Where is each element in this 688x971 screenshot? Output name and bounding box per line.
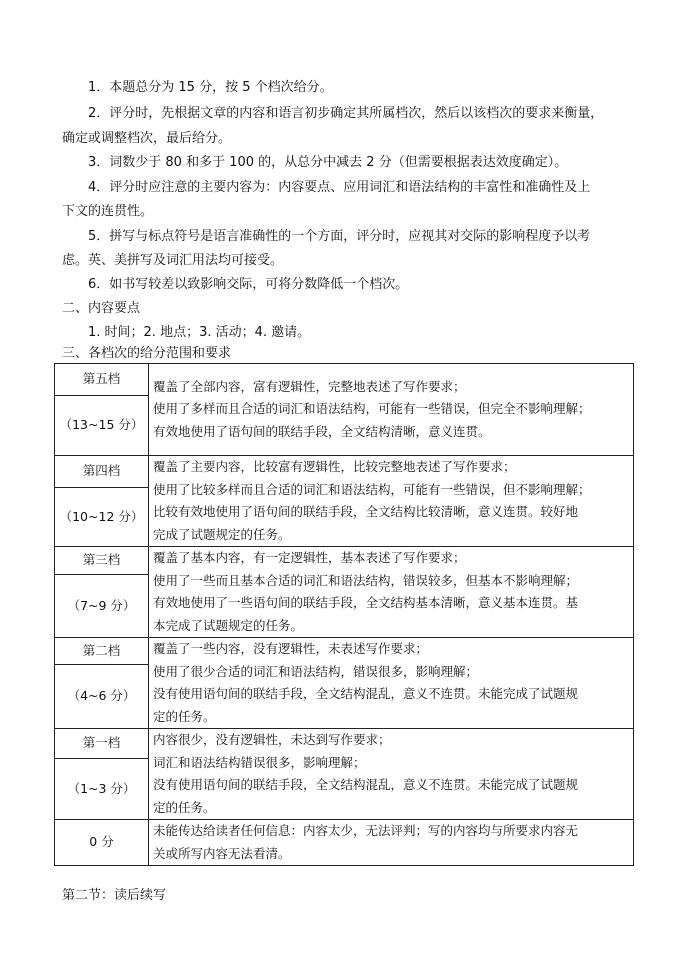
rule-5: 5．拼写与标点符号是语言准确性的一个方面，评分时，应视其对交际的影响程度予以考 <box>88 229 591 244</box>
grade-3-range: （7~9 分） <box>55 575 149 638</box>
grade-3-line-3: 有效地使用了一些语句间的联结手段，全文结构基本清晰，意义基本连贯。基 <box>153 595 579 610</box>
grade-1-line-3: 没有使用语句间的联结手段，全文结构混乱，意义不连贯。未能完成了试题规 <box>153 777 579 792</box>
grade-4-description <box>149 456 634 547</box>
grade-4-line-1: 覆盖了主要内容，比较富有逻辑性，比较完整地表述了写作要求； <box>153 459 516 474</box>
grade-5-name-row <box>55 364 634 396</box>
grade-5-line-2: 使用了多样而且合适的词汇和语法结构，可能有一些错误，但完全不影响理解； <box>153 401 591 417</box>
grade-4-line-2: 使用了比较多样而且合适的词汇和语法结构，可能有一些错误，但不影响理解； <box>153 481 591 497</box>
rule-4-cont: 下文的连贯性。 <box>62 204 154 219</box>
grade-2-line-1: 覆盖了一些内容，没有逻辑性，未表述写作要求； <box>153 641 429 656</box>
grade-2-name: 第二档 <box>55 638 149 665</box>
grade-2-range: （4~6 分） <box>55 664 149 728</box>
rule-3: 3．词数少于 80 和多于 100 的，从总分中减去 2 分（但需要根据表达效度确定）。 <box>88 155 568 170</box>
grade-3-name: 第三档 <box>55 547 149 575</box>
grade-2-name-row <box>55 638 634 665</box>
grade-1-line-2: 词汇和语法结构错误很多，影响理解； <box>153 754 366 770</box>
grading-table <box>54 363 634 866</box>
grade-4-name-row <box>55 456 634 488</box>
grade-5-name: 第五档 <box>55 364 149 396</box>
grade-1-description <box>149 729 634 820</box>
content-points: 1. 时间；2. 地点；3. 活动；4. 邀请。 <box>88 325 311 340</box>
rule-1: 1．本题总分为 15 分，按 5 个档次给分。 <box>88 80 333 95</box>
grade-1-line-4: 定的任务。 <box>153 799 216 815</box>
grade-4-line-4: 完成了试题规定的任务。 <box>153 526 291 542</box>
grade-2-description <box>149 638 634 729</box>
grade-0-name: 0 分 <box>55 820 149 866</box>
section-3-heading: 三、各档次的给分范围和要求 <box>62 346 232 361</box>
grade-0-line-2: 关或所写内容无法看清。 <box>153 845 291 861</box>
grade-3-name-row <box>55 547 634 575</box>
section-2-heading: 二、内容要点 <box>62 301 141 316</box>
grade-4-range: （10~12 分） <box>55 487 149 546</box>
grade-3-line-1: 覆盖了基本内容，有一定逻辑性，基本表述了写作要求； <box>153 550 466 565</box>
grade-5-line-3: 有效地使用了语句间的联结手段，全文结构清晰，意义连贯。 <box>153 423 491 439</box>
grade-0-line-1: 未能传达给读者任何信息：内容太少，无法评判；写的内容均与所要求内容无 <box>153 823 579 838</box>
grade-0-description <box>149 820 634 866</box>
grade-3-description <box>149 547 634 638</box>
grade-4-line-3: 比较有效地使用了语句间的联结手段，全文结构比较清晰，意义连贯。较好地 <box>153 504 579 519</box>
grade-1-range: （1~3 分） <box>55 759 149 820</box>
grade-5-line-1: 覆盖了全部内容，富有逻辑性，完整地表述了写作要求； <box>153 378 466 394</box>
grade-0-row <box>55 820 634 866</box>
rule-2: 2．评分时，先根据文章的内容和语言初步确定其所属档次，然后以该档次的要求来衡量， <box>88 106 604 121</box>
grade-3-line-2: 使用了一些而且基本合适的词汇和语法结构，错误较多，但基本不影响理解； <box>153 572 579 588</box>
grade-3-line-4: 本完成了试题规定的任务。 <box>153 617 304 633</box>
rule-4: 4．评分时应注意的主要内容为：内容要点、应用词汇和语法结构的丰富性和准确性及上 <box>88 180 591 195</box>
grade-5-description <box>149 364 634 456</box>
grade-2-line-2: 使用了很少合适的词汇和语法结构，错误很多，影响理解； <box>153 663 479 679</box>
grade-1-line-1: 内容很少，没有逻辑性，未达到写作要求； <box>153 732 391 747</box>
grade-1-name: 第一档 <box>55 729 149 759</box>
rule-6: 6．如书写较差以致影响交际，可将分数降低一个档次。 <box>88 277 409 292</box>
grade-2-line-3: 没有使用语句间的联结手段，全文结构混乱，意义不连贯。未能完成了试题规 <box>153 686 579 701</box>
grade-5-range: （13~15 分） <box>55 396 149 456</box>
rule-5-cont: 虑。英、美拼写及词汇用法均可接受。 <box>62 253 284 268</box>
grade-4-name: 第四档 <box>55 456 149 488</box>
grade-2-line-4: 定的任务。 <box>153 708 216 724</box>
grade-1-name-row <box>55 729 634 759</box>
footer-section-heading: 第二节：读后续写 <box>62 888 167 903</box>
rule-2-cont: 确定或调整档次，最后给分。 <box>62 131 232 146</box>
